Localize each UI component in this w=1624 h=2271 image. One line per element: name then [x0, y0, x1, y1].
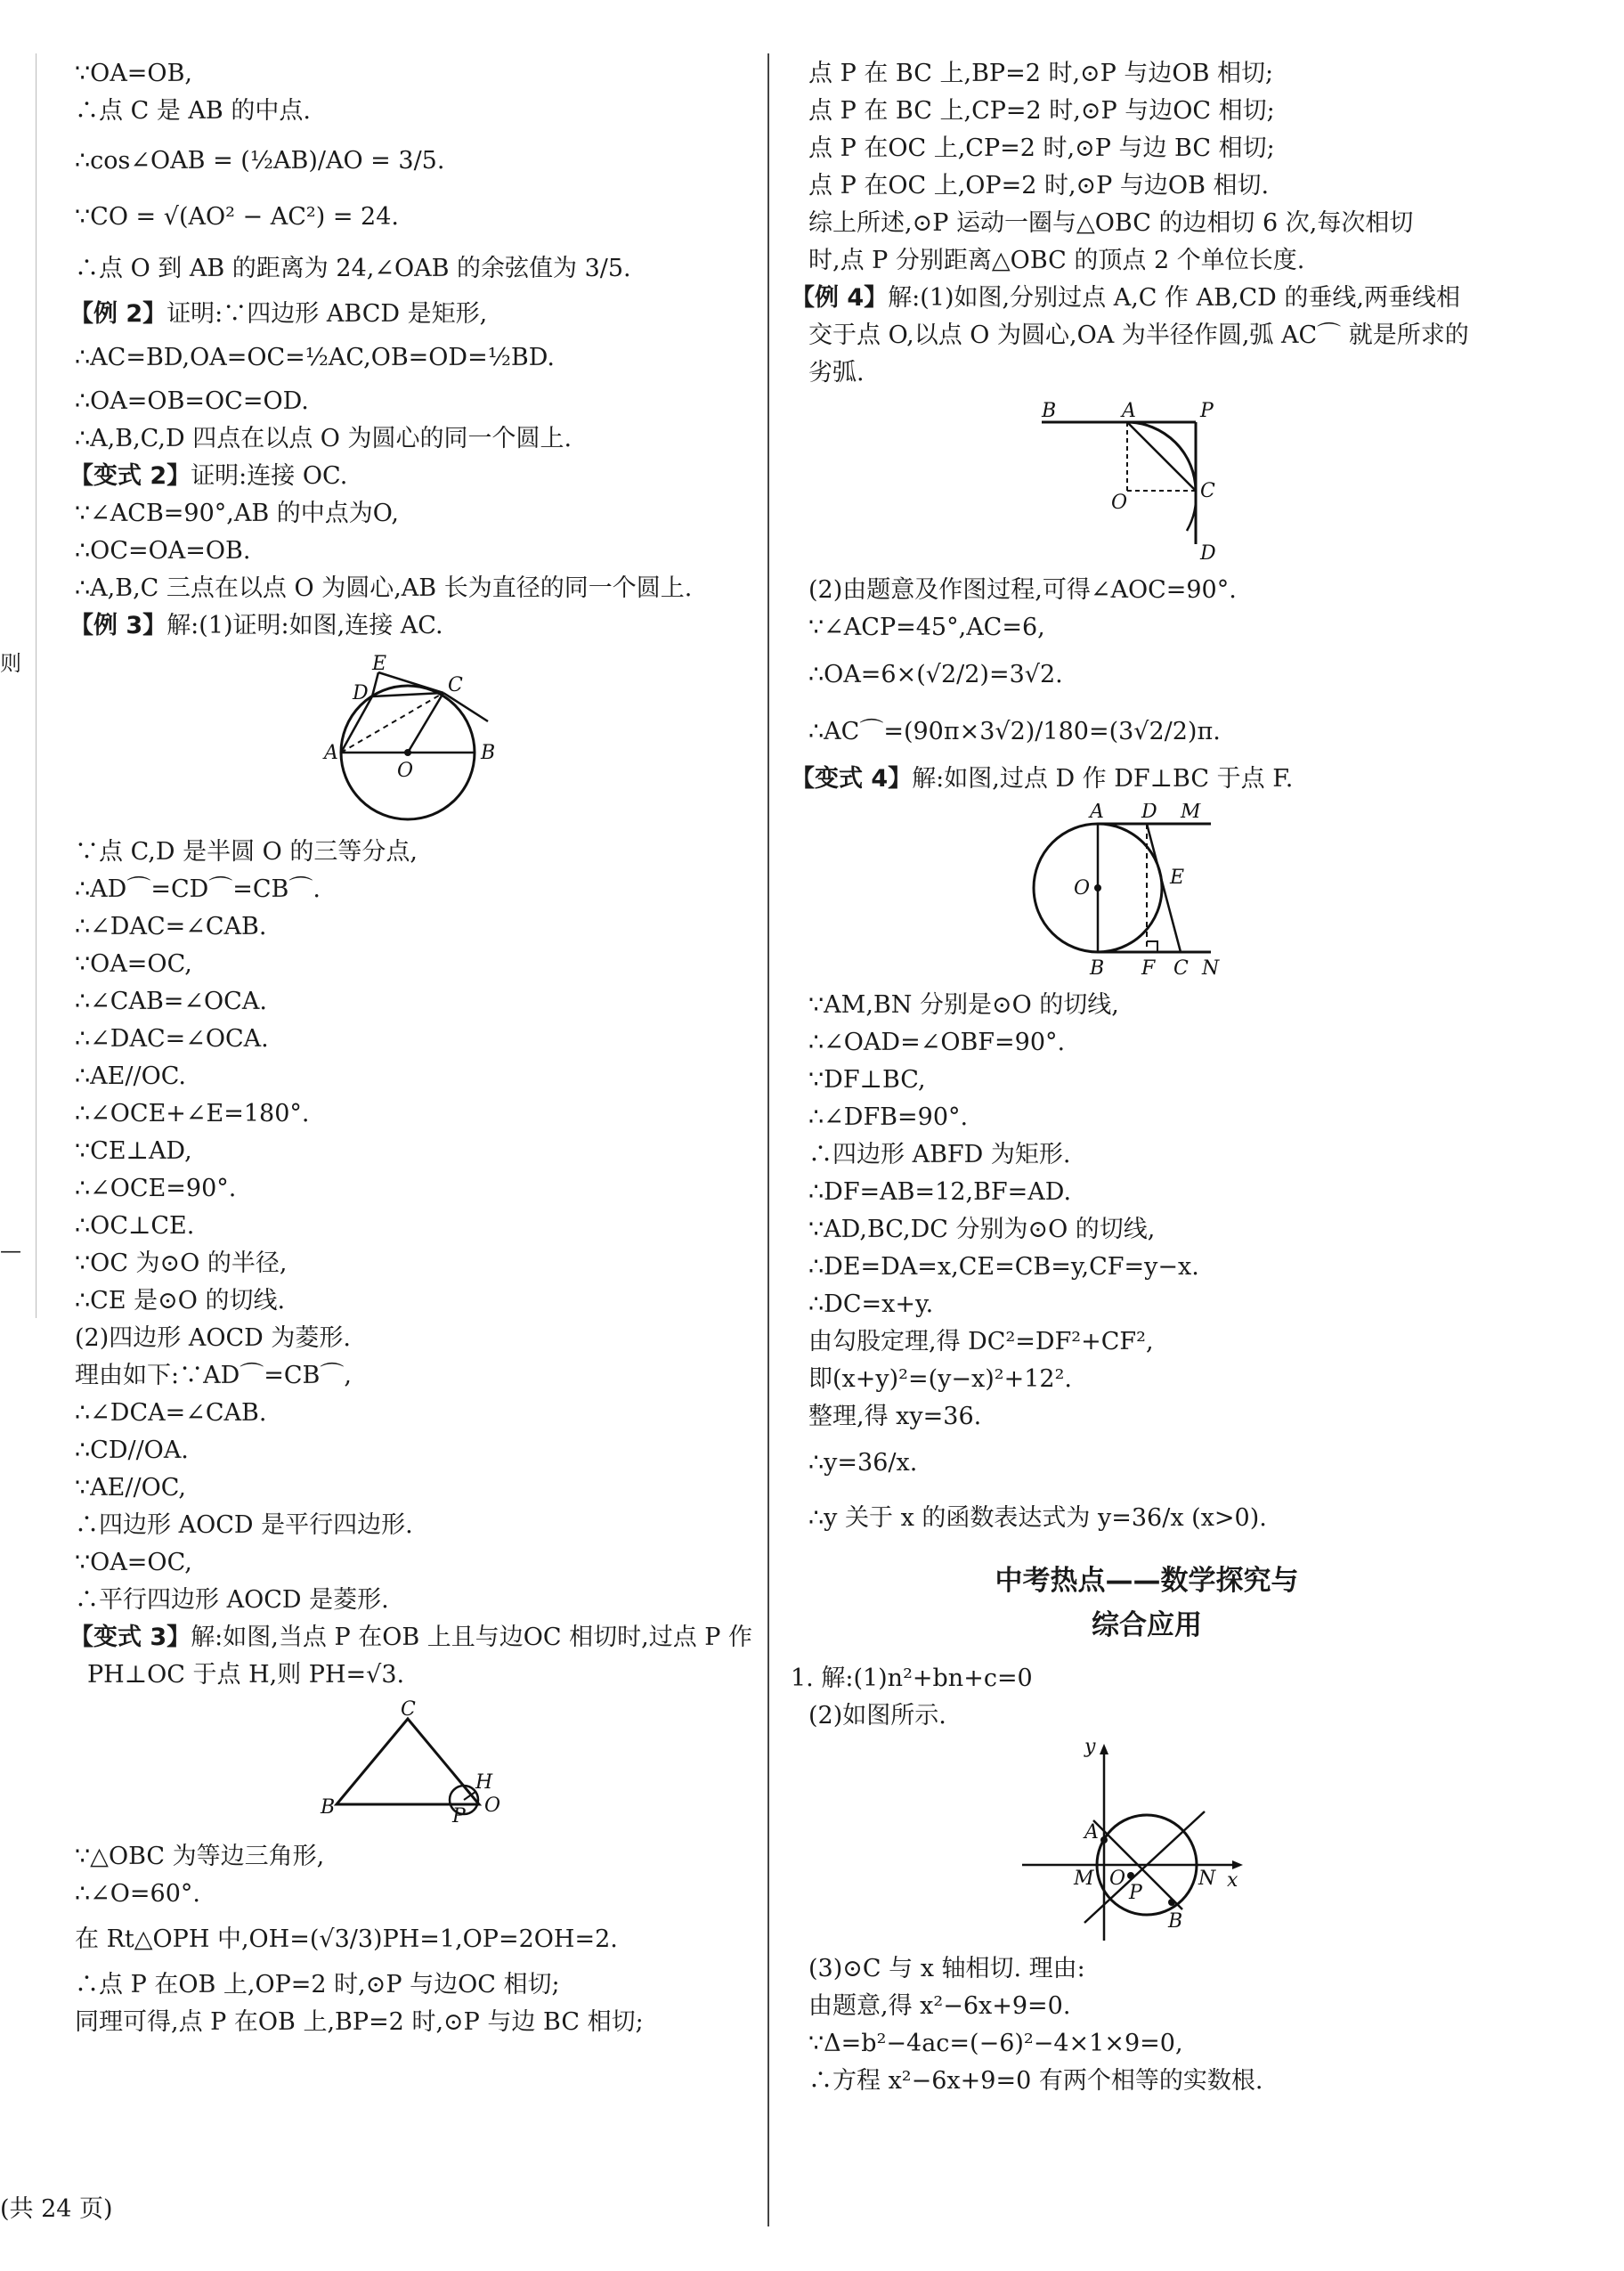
text-line: 点 P 在 BC 上,CP=2 时,⊙P 与边OC 相切;	[808, 97, 1275, 125]
figure-arc	[791, 397, 1503, 566]
fig2-label-B: B	[321, 1796, 336, 1819]
text-line: 解:(1)证明:如图,连接 AC.	[166, 612, 443, 639]
text-line: ∴DE=DA=x,CE=CB=y,CF=y−x.	[808, 1253, 1199, 1281]
text-line: ∴OA=OB=OC=OD.	[75, 387, 309, 415]
text-line: ∵AM,BN 分别是⊙O 的切线,	[808, 991, 1119, 1019]
page-edge-line	[36, 53, 37, 1318]
fig4-label-C: C	[1173, 957, 1189, 980]
text-line: ∴方程 x²−6x+9=0 有两个相等的实数根.	[808, 2067, 1263, 2095]
fig1-label-E: E	[372, 653, 387, 675]
text-line: 同理可得,点 P 在OB 上,BP=2 时,⊙P 与边 BC 相切;	[75, 2008, 644, 2036]
text-line: ∴AD⌒=CD⌒=CB⌒.	[75, 875, 321, 903]
text-line: ∴∠CAB=∠OCA.	[75, 988, 267, 1015]
text-line: ∴CE 是⊙O 的切线.	[75, 1287, 286, 1315]
text-line: ∵OA=OC,	[75, 1549, 192, 1576]
text-line: 劣弧.	[808, 359, 865, 387]
text-line: ∵∠ACB=90°,AB 的中点为O,	[75, 500, 399, 527]
fig4-label-A: A	[1090, 803, 1104, 823]
text-line: ∵OA=OC,	[75, 950, 192, 978]
section-title: 中考热点——数学探究与	[995, 1565, 1299, 1597]
text-line: (3)⊙C 与 x 轴相切. 理由:	[808, 1955, 1085, 1982]
example-2-label: 【例 2】	[69, 300, 167, 328]
text-line: ∵CO = √(AO² − AC²) = 24.	[75, 203, 399, 231]
fig4-label-E: E	[1170, 867, 1185, 889]
fig4-label-F: F	[1141, 957, 1156, 980]
text-line: ∵AE//OC,	[75, 1474, 186, 1502]
fig3-label-P: P	[1200, 400, 1214, 422]
variant-2-label: 【变式 2】	[69, 462, 191, 490]
text-line: ∴四边形 ABFD 为矩形.	[808, 1141, 1071, 1168]
fig1-label-O: O	[397, 760, 414, 782]
text-line: 即(x+y)²=(y−x)²+12².	[808, 1365, 1072, 1393]
fig5-label-M: M	[1074, 1868, 1094, 1890]
text-line: (2)四边形 AOCD 为菱形.	[75, 1324, 351, 1352]
text-line: ∵△OBC 为等边三角形,	[75, 1843, 325, 1870]
text-line: ∴OC⊥CE.	[75, 1212, 195, 1240]
text-line: ∴OA=6×(√2/2)=3√2.	[808, 661, 1063, 688]
text-line: (2)如图所示.	[808, 1702, 946, 1730]
fig5-label-O: O	[1109, 1868, 1126, 1890]
text-line: ∴y 关于 x 的函数表达式为 y=36/x (x>0).	[808, 1504, 1267, 1532]
text-line: ∴四边形 AOCD 是平行四边形.	[75, 1511, 413, 1539]
text-line: ∵CE⊥AD,	[75, 1137, 192, 1165]
text-line: ∵DF⊥BC,	[808, 1066, 926, 1094]
fig4-label-B: B	[1090, 957, 1105, 980]
text-line: ∵∠ACP=45°,AC=6,	[808, 614, 1045, 641]
text-line: ∵OC 为⊙O 的半径,	[75, 1249, 288, 1277]
figure-semicircle	[69, 650, 746, 828]
fig3-label-C: C	[1200, 480, 1215, 502]
fig4-label-D: D	[1141, 803, 1157, 823]
text-line: ∴AE//OC.	[75, 1062, 186, 1090]
text-line: ∴点 O 到 AB 的距离为 24,∠OAB 的余弦值为 3/5.	[75, 255, 631, 282]
text-line: ∴∠O=60°.	[75, 1880, 200, 1908]
fig5-label-A: A	[1084, 1821, 1099, 1844]
text-line: 解:(1)如图,分别过点 A,C 作 AB,CD 的垂线,两垂线相	[888, 284, 1460, 312]
text-line: ∴DC=x+y.	[808, 1290, 934, 1318]
fig4-label-M: M	[1181, 803, 1201, 823]
text-line: ∴∠OCE+∠E=180°.	[75, 1100, 310, 1127]
text-line: 在 Rt△OPH 中,OH=(√3/3)PH=1,OP=2OH=2.	[75, 1925, 618, 1953]
text-line: ∴∠OCE=90°.	[75, 1175, 237, 1202]
fig5-label-x: x	[1227, 1869, 1238, 1892]
fig2-label-P: P	[452, 1805, 466, 1827]
side-mark-1: 则	[0, 651, 21, 676]
text-line: ∴y=36/x.	[808, 1449, 918, 1477]
text-line: ∴∠OAD=∠OBF=90°.	[808, 1029, 1066, 1056]
text-line: 证明:∵四边形 ABCD 是矩形,	[166, 300, 488, 328]
text-line: 整理,得 xy=36.	[808, 1403, 982, 1430]
text-line: ∵Δ=b²−4ac=(−6)²−4×1×9=0,	[808, 2030, 1183, 2057]
text-line: 点 P 在 BC 上,BP=2 时,⊙P 与边OB 相切;	[808, 60, 1274, 87]
text-line: ∴∠DAC=∠OCA.	[75, 1025, 269, 1053]
variant-4-label: 【变式 4】	[791, 765, 913, 793]
example-4-label: 【例 4】	[791, 284, 889, 312]
fig1-label-A: A	[324, 742, 338, 764]
text-line: ∵AD,BC,DC 分别为⊙O 的切线,	[808, 1216, 1156, 1243]
example-3-label: 【例 3】	[69, 612, 167, 639]
figure-tangent-circle	[791, 803, 1503, 981]
text-line: 解:如图,过点 D 作 DF⊥BC 于点 F.	[912, 765, 1294, 793]
text-line: 解:如图,当点 P 在OB 上且与边OC 相切时,过点 P 作	[191, 1624, 753, 1651]
text-line: 由题意,得 x²−6x+9=0.	[808, 1992, 1071, 2020]
text-line: 证明:连接 OC.	[191, 462, 348, 490]
text-line: 交于点 O,以点 O 为圆心,OA 为半径作圆,弧 AC⌒ 就是所求的	[808, 322, 1469, 349]
figure-triangle	[69, 1699, 746, 1833]
fig4-label-O: O	[1074, 877, 1091, 899]
fig3-label-A: A	[1122, 400, 1136, 422]
column-divider	[767, 53, 769, 2226]
fig4-label-N: N	[1202, 957, 1220, 980]
left-column	[69, 55, 753, 2041]
right-column	[791, 55, 1503, 2100]
fig5-label-y: y	[1084, 1740, 1096, 1758]
text-line: ∴cos∠OAB = (½AB)/AO = 3/5.	[75, 147, 445, 175]
text-line: ∴AC=BD,OA=OC=½AC,OB=OD=½BD.	[75, 344, 555, 371]
fig2-label-C: C	[401, 1699, 416, 1721]
fig1-label-B: B	[481, 742, 496, 764]
side-mark-2: —	[0, 1238, 21, 1263]
text-line: ∴点 P 在OB 上,OP=2 时,⊙P 与边OC 相切;	[75, 1971, 560, 1998]
fig1-label-D: D	[353, 682, 369, 704]
text-line: 时,点 P 分别距离△OBC 的顶点 2 个单位长度.	[808, 247, 1305, 274]
text-line: 点 P 在OC 上,OP=2 时,⊙P 与边OB 相切.	[808, 172, 1270, 199]
text-line: ∵点 C,D 是半圆 O 的三等分点,	[75, 838, 418, 866]
text-line: 综上所述,⊙P 运动一圈与△OBC 的边相切 6 次,每次相切	[808, 209, 1414, 237]
fig1-label-C: C	[448, 674, 463, 696]
text-line: ∴AC⌒=(90π×3√2)/180=(3√2/2)π.	[808, 718, 1221, 745]
text-line: ∴CD//OA.	[75, 1437, 189, 1464]
text-line: ∴平行四边形 AOCD 是菱形.	[75, 1586, 389, 1614]
page-footer: (共 24 页)	[0, 2195, 113, 2223]
text-line: ∴∠DCA=∠CAB.	[75, 1399, 267, 1427]
fig3-label-O: O	[1111, 492, 1128, 514]
text-line: (2)由题意及作图过程,可得∠AOC=90°.	[808, 576, 1237, 604]
section-subtitle: 综合应用	[1092, 1609, 1202, 1641]
text-line: ∵OA=OB,	[75, 60, 192, 87]
text-line: ∴A,B,C,D 四点在以点 O 为圆心的同一个圆上.	[75, 425, 572, 452]
fig2-label-O: O	[484, 1795, 501, 1817]
fig5-label-P: P	[1129, 1882, 1142, 1904]
fig3-label-B: B	[1042, 400, 1057, 422]
text-line: ∴DF=AB=12,BF=AD.	[808, 1178, 1072, 1206]
text-line: ∴∠DFB=90°.	[808, 1103, 969, 1131]
fig5-label-N: N	[1198, 1868, 1216, 1890]
variant-3-label: 【变式 3】	[69, 1624, 191, 1651]
text-line: ∴点 C 是 AB 的中点.	[75, 97, 311, 125]
fig2-label-H: H	[475, 1771, 493, 1794]
fig3-label-D: D	[1200, 542, 1216, 565]
figure-coordinate-plane	[791, 1740, 1503, 1945]
text-line: 点 P 在OC 上,CP=2 时,⊙P 与边 BC 相切;	[808, 134, 1275, 162]
fig5-label-B: B	[1168, 1910, 1183, 1933]
text-line: ∴OC=OA=OB.	[75, 537, 251, 565]
text-line: PH⊥OC 于点 H,则 PH=√3.	[87, 1661, 405, 1689]
text-line: ∴∠DAC=∠CAB.	[75, 913, 267, 940]
text-line: 理由如下:∵AD⌒=CB⌒,	[75, 1362, 352, 1389]
text-line: ∴A,B,C 三点在以点 O 为圆心,AB 长为直径的同一个圆上.	[75, 574, 693, 602]
text-line: 由勾股定理,得 DC²=DF²+CF²,	[808, 1328, 1154, 1355]
text-line: 1. 解:(1)n²+bn+c=0	[791, 1665, 1033, 1692]
